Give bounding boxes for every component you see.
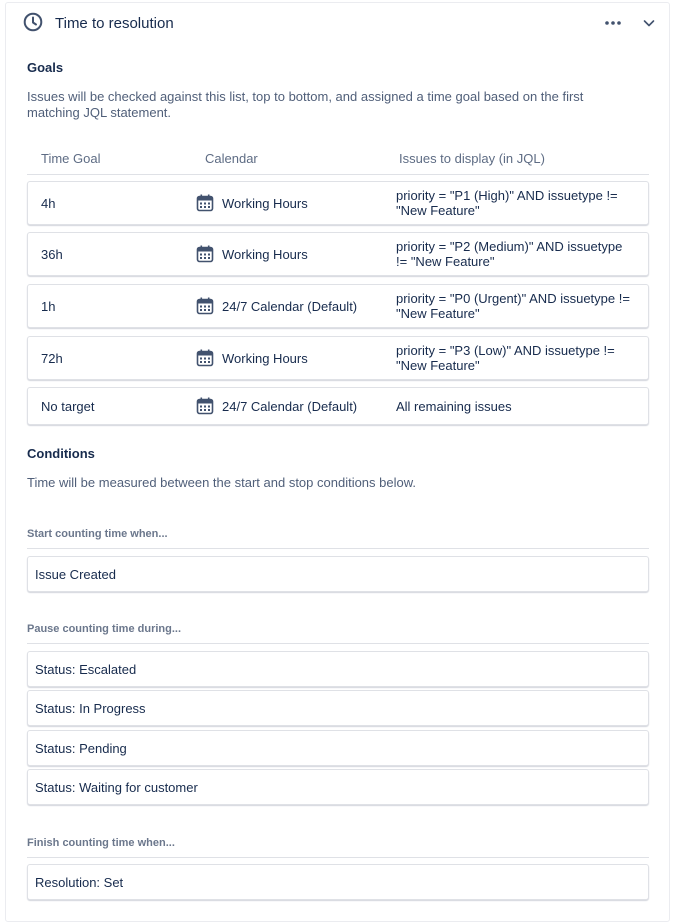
conditions-heading: Conditions: [27, 446, 95, 461]
finish-condition-item[interactable]: [27, 864, 649, 900]
condition-text: Resolution: Set: [35, 874, 124, 890]
start-condition-item[interactable]: [27, 556, 649, 592]
time-goal-value: 4h: [41, 195, 56, 211]
calendar-icon: [196, 297, 214, 315]
divider: [27, 174, 649, 175]
jql-value: priority = "P3 (Low)" AND issuetype != "New Feature": [396, 343, 615, 373]
pause-condition-item[interactable]: [27, 769, 649, 805]
condition-text: Status: Waiting for customer: [35, 779, 198, 795]
jql-value: priority = "P1 (High)" AND issuetype != "New Feature": [396, 188, 618, 218]
goal-row[interactable]: [27, 284, 649, 328]
pause-condition-label: Pause counting time during...: [27, 623, 182, 635]
sla-panel: [5, 2, 670, 922]
panel-title: Time to resolution: [55, 15, 174, 32]
divider: [27, 857, 649, 858]
jql-value: priority = "P2 (Medium)" AND issuetype != "New Feature": [396, 239, 623, 269]
clock-icon: [23, 12, 43, 32]
calendar-icon: [196, 245, 214, 263]
goal-row[interactable]: [27, 387, 649, 425]
start-condition-label: Start counting time when...: [27, 528, 168, 540]
calendar-value: 24/7 Calendar (Default): [222, 298, 358, 314]
calendar-icon: [196, 397, 214, 415]
calendar-cell: [196, 182, 308, 224]
time-goal-value: 1h: [41, 298, 56, 314]
condition-text: Status: In Progress: [35, 700, 146, 716]
condition-text: Status: Pending: [35, 740, 127, 756]
column-header-time-goal: Time Goal: [41, 151, 101, 166]
goal-row[interactable]: [27, 336, 649, 380]
pause-condition-item[interactable]: [27, 651, 649, 687]
calendar-value: Working Hours: [222, 350, 308, 366]
divider: [27, 548, 649, 549]
condition-text: Status: Escalated: [35, 661, 137, 677]
chevron-down-icon[interactable]: [642, 16, 656, 30]
calendar-icon: [196, 194, 214, 212]
calendar-value: Working Hours: [222, 195, 308, 211]
calendar-value: Working Hours: [222, 246, 308, 262]
time-goal-value: No target: [41, 398, 95, 414]
time-goal-value: 36h: [41, 246, 63, 262]
jql-value: priority = "P0 (Urgent)" AND issuetype != "New Feature": [396, 291, 630, 321]
goal-row[interactable]: [27, 232, 649, 276]
panel-header[interactable]: [6, 3, 671, 45]
pause-condition-item[interactable]: [27, 690, 649, 726]
calendar-cell: [196, 388, 357, 424]
column-header-jql: Issues to display (in JQL): [399, 151, 545, 166]
goal-row[interactable]: [27, 181, 649, 225]
time-goal-value: 72h: [41, 350, 63, 366]
column-header-calendar: Calendar: [205, 151, 258, 166]
calendar-cell: [196, 285, 357, 327]
finish-condition-label: Finish counting time when...: [27, 837, 175, 849]
calendar-icon: [196, 349, 214, 367]
jql-value: All remaining issues: [396, 398, 512, 414]
divider: [27, 643, 649, 644]
conditions-description: Time will be measured between the start and stop conditions below.: [27, 475, 417, 490]
calendar-cell: [196, 233, 308, 275]
calendar-cell: [196, 337, 308, 379]
condition-text: Issue Created: [35, 566, 116, 582]
goals-heading: Goals: [27, 60, 64, 75]
calendar-value: 24/7 Calendar (Default): [222, 398, 358, 414]
more-horizontal-icon[interactable]: [604, 16, 622, 30]
goals-description: Issues will be checked against this list, top to bottom, and assigned a time goal based on the first matching JQL statement.: [27, 89, 584, 120]
pause-condition-item[interactable]: [27, 730, 649, 766]
